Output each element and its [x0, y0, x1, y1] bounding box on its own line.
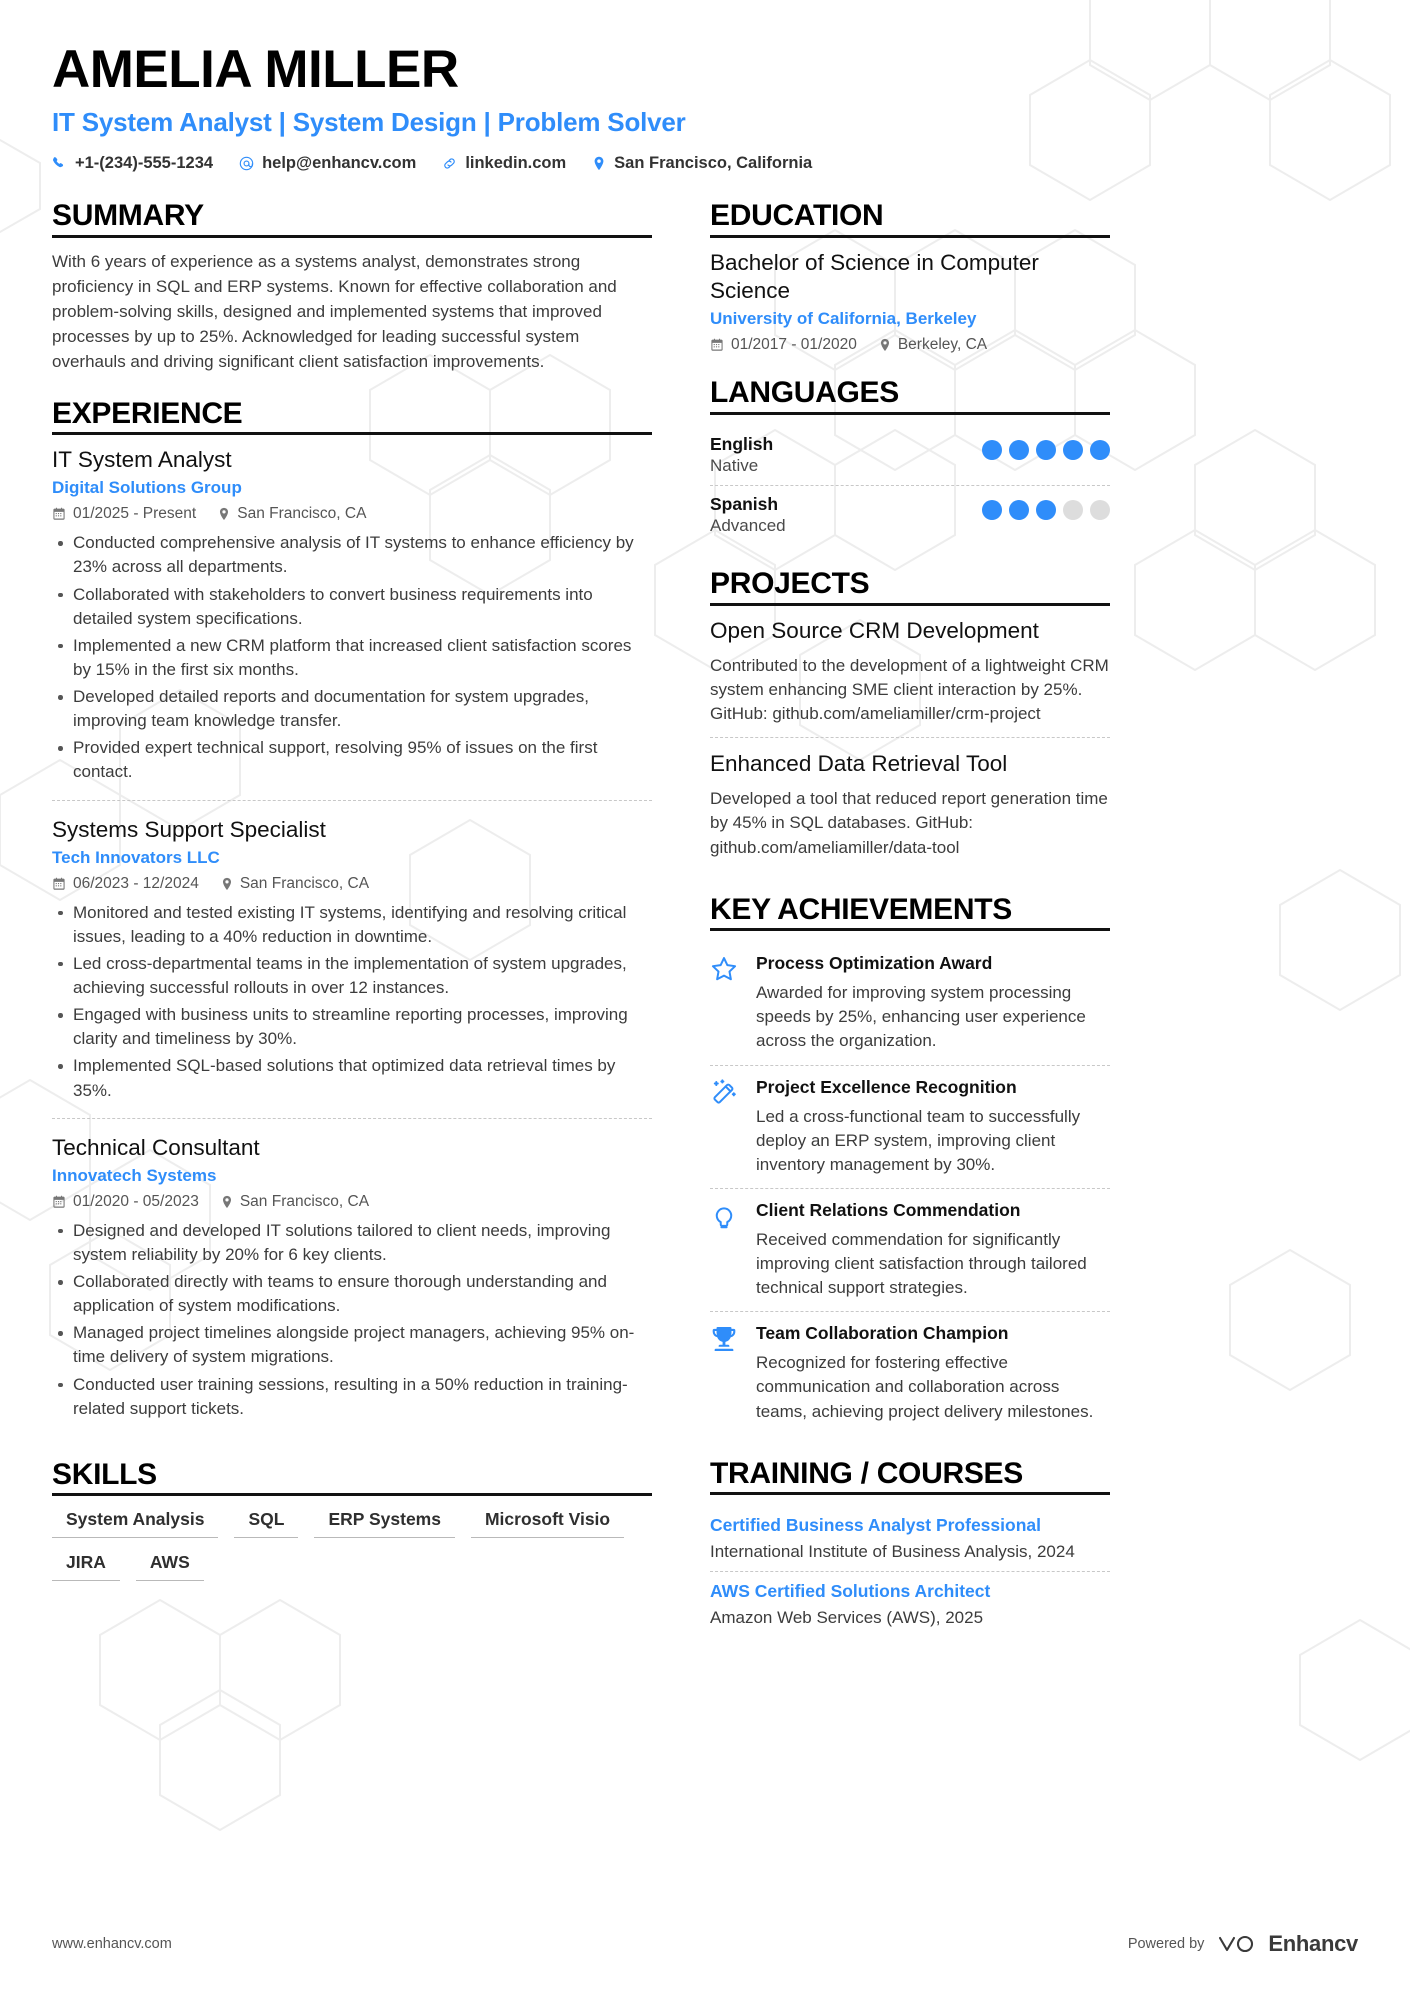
achievement-description: Recognized for fostering effective communication and collaboration across teams, achieving project delivery milestones. — [756, 1353, 1094, 1421]
achievement-item — [710, 1311, 1110, 1434]
job-title: IT System Analyst — [52, 447, 232, 473]
section-skills — [52, 1458, 652, 1594]
training-name: AWS Certified Solutions Architect — [710, 1581, 991, 1602]
education-dates-text: 01/2017 - 01/2020 — [731, 336, 857, 354]
proficiency-dot — [1036, 440, 1056, 460]
training-item — [710, 1506, 1110, 1571]
job-bullets — [52, 531, 652, 784]
achievement-icon-wrap — [710, 953, 756, 1053]
project-description: Contributed to the development of a lightweight CRM system enhancing SME client interaction by 25%. GitHub: github.com/ameliamiller/crm-project — [710, 655, 1109, 724]
section-summary — [52, 199, 652, 374]
achievement-title: Client Relations Commendation — [756, 1199, 1021, 1220]
proficiency-dot — [982, 500, 1002, 520]
achievements-heading: KEY ACHIEVEMENTS — [710, 892, 1012, 926]
resume-header — [52, 42, 1358, 173]
job-bullet: Implemented a new CRM platform that increased client satisfaction scores by 15% in the first six months. — [52, 634, 652, 682]
left-column — [52, 199, 652, 1615]
project-name: Enhanced Data Retrieval Tool — [710, 751, 1008, 777]
job-bullets — [52, 1219, 652, 1421]
language-level: Native — [710, 456, 759, 476]
project-name: Open Source CRM Development — [710, 617, 1039, 643]
job-bullet: Developed detailed reports and documentation for system upgrades, improving team knowledge transfer. — [52, 685, 652, 733]
job-location-text: San Francisco, CA — [237, 505, 367, 523]
experience-item — [52, 1118, 652, 1436]
experience-item — [52, 800, 652, 1118]
job-dates — [52, 875, 199, 893]
calendar-icon — [52, 877, 66, 891]
achievement-title: Process Optimization Award — [756, 953, 993, 974]
projects-divider — [710, 603, 1110, 606]
job-dates-text: 01/2020 - 05/2023 — [73, 1192, 199, 1210]
education-divider — [710, 235, 1110, 238]
job-bullet: Implemented SQL-based solutions that optimized data retrieval times by 35%. — [52, 1054, 652, 1102]
skill-chip: Microsoft Visio — [471, 1507, 624, 1538]
education-dates — [710, 336, 857, 354]
phone-icon — [52, 156, 67, 171]
lightbulb-icon — [710, 1202, 738, 1230]
job-title: Systems Support Specialist — [52, 816, 326, 842]
job-bullet: Engaged with business units to streamline reporting processes, improving clarity and timeliness by 30%. — [52, 1003, 652, 1051]
projects-heading: PROJECTS — [710, 567, 870, 601]
training-issuer: Amazon Web Services (AWS), 2025 — [710, 1608, 984, 1628]
job-bullet: Monitored and tested existing IT systems, identifying and resolving critical issues, leading to a 40% reduction in downtime. — [52, 901, 652, 949]
achievement-item — [710, 1065, 1110, 1188]
job-dates-text: 01/2025 - Present — [73, 505, 197, 523]
section-experience — [52, 397, 652, 1436]
job-company: Innovatech Systems — [52, 1165, 217, 1185]
experience-item — [52, 446, 652, 799]
calendar-icon — [52, 507, 66, 521]
job-location — [221, 1193, 369, 1211]
link-icon — [442, 156, 457, 171]
job-meta — [52, 875, 652, 893]
proficiency-dot — [1090, 440, 1110, 460]
job-bullets — [52, 901, 652, 1103]
section-education — [710, 199, 1110, 354]
powered-by-label: Powered by — [1127, 1936, 1205, 1952]
contact-location — [592, 154, 812, 173]
experience-heading: EXPERIENCE — [52, 396, 243, 430]
language-proficiency-dots — [982, 434, 1110, 460]
achievement-title: Project Excellence Recognition — [756, 1076, 1017, 1097]
job-location — [221, 875, 369, 893]
proficiency-dot — [1009, 440, 1029, 460]
job-meta — [52, 505, 652, 523]
education-heading: EDUCATION — [710, 199, 884, 233]
calendar-icon — [710, 338, 724, 352]
proficiency-dot — [1090, 500, 1110, 520]
location-icon — [218, 507, 230, 521]
training-issuer: International Institute of Business Analysis, 2024 — [710, 1542, 1075, 1562]
section-languages — [710, 376, 1110, 545]
contact-email[interactable] — [239, 154, 416, 173]
location-icon — [592, 156, 606, 171]
proficiency-dot — [1063, 440, 1083, 460]
education-school: University of California, Berkeley — [710, 309, 977, 329]
skills-list — [52, 1507, 652, 1593]
summary-divider — [52, 235, 652, 238]
magic-wand-icon — [710, 1079, 738, 1107]
education-location-text: Berkeley, CA — [897, 336, 988, 354]
language-proficiency-dots — [982, 494, 1110, 520]
contact-phone-text: +1-(234)-555-1234 — [75, 154, 214, 173]
achievement-item — [710, 1188, 1110, 1311]
language-name: English — [710, 434, 774, 455]
contact-location-text: San Francisco, California — [614, 154, 813, 173]
enhancv-brand-text: Enhancv — [1268, 1931, 1358, 1956]
section-projects — [710, 567, 1110, 871]
job-bullet: Conducted user training sessions, resulting in a 50% reduction in training-related support tickets. — [52, 1373, 652, 1421]
achievement-icon-wrap — [710, 1323, 756, 1423]
proficiency-dot — [1009, 500, 1029, 520]
trophy-icon — [710, 1325, 738, 1353]
achievements-divider — [710, 928, 1110, 931]
star-icon — [710, 955, 738, 983]
job-dates-text: 06/2023 - 12/2024 — [73, 874, 199, 892]
language-item — [710, 426, 1110, 485]
footer-url[interactable]: www.enhancv.com — [52, 1936, 172, 1952]
job-dates — [52, 505, 196, 523]
education-location — [879, 336, 987, 354]
skills-heading: SKILLS — [52, 1457, 157, 1491]
achievement-item — [710, 942, 1110, 1064]
language-level: Advanced — [710, 516, 786, 536]
skill-chip: AWS — [136, 1550, 204, 1581]
training-divider — [710, 1492, 1110, 1495]
education-degree: Bachelor of Science in Computer Science — [710, 249, 1039, 304]
job-title: Technical Consultant — [52, 1134, 260, 1160]
achievement-description: Led a cross-functional team to successfully deploy an ERP system, improving client inventory management by 30%. — [756, 1106, 1081, 1174]
summary-heading: SUMMARY — [52, 199, 204, 233]
languages-heading: LANGUAGES — [710, 376, 899, 410]
contact-phone[interactable] — [52, 154, 213, 173]
project-description: Developed a tool that reduced report generation time by 45% in SQL databases. GitHub: github.com/ameliamiller/data-tool — [710, 789, 1108, 857]
location-icon — [221, 1195, 233, 1209]
job-bullet: Collaborated with stakeholders to convert business requirements into detailed system specifications. — [52, 583, 652, 631]
job-meta — [52, 1193, 652, 1211]
proficiency-dot — [982, 440, 1002, 460]
achievement-title: Team Collaboration Champion — [756, 1323, 1009, 1344]
education-item — [710, 249, 1110, 355]
job-bullet: Designed and developed IT solutions tailored to client needs, improving system reliability by 20% for 6 key clients. — [52, 1219, 652, 1267]
job-company: Tech Innovators LLC — [52, 847, 220, 867]
skill-chip: ERP Systems — [314, 1507, 455, 1538]
job-location-text: San Francisco, CA — [239, 874, 370, 892]
training-name: Certified Business Analyst Professional — [710, 1515, 1041, 1536]
footer-brand-group — [1128, 1931, 1358, 1957]
project-item — [710, 737, 1110, 871]
contact-email-text: help@enhancv.com — [262, 154, 417, 173]
contact-linkedin[interactable] — [442, 154, 566, 173]
job-bullet: Collaborated directly with teams to ensure thorough understanding and application of system modifications. — [52, 1270, 652, 1318]
resume-footer — [52, 1931, 1358, 1957]
summary-text: With 6 years of experience as a systems analyst, demonstrates strong proficiency in SQL and ERP systems. Known for effective collaboration and problem-solving skills, designed and implemented systems that improved processes by up to 25%. Acknowledged for leading successful system overhauls and driving significant client satisfaction improvements. — [52, 251, 617, 372]
job-bullet: Provided expert technical support, resolving 95% of issues on the first contact. — [52, 736, 652, 784]
contact-linkedin-text: linkedin.com — [465, 154, 567, 173]
job-bullet: Conducted comprehensive analysis of IT systems to enhance efficiency by 23% across all departments. — [52, 531, 652, 579]
training-item — [710, 1571, 1110, 1637]
candidate-headline: IT System Analyst | System Design | Problem Solver — [52, 107, 686, 138]
location-icon — [879, 338, 891, 352]
candidate-name: AMELIA MILLER — [52, 40, 459, 99]
project-item — [710, 617, 1110, 738]
proficiency-dot — [1063, 500, 1083, 520]
achievement-icon-wrap — [710, 1200, 756, 1300]
job-bullet: Led cross-departmental teams in the implementation of system upgrades, achieving successful rollouts in over 12 instances. — [52, 952, 652, 1000]
skills-divider — [52, 1493, 652, 1496]
right-column — [710, 199, 1110, 1659]
email-icon — [239, 156, 254, 171]
experience-divider — [52, 432, 652, 435]
section-achievements — [710, 893, 1110, 1435]
calendar-icon — [52, 1195, 66, 1209]
job-company: Digital Solutions Group — [52, 478, 242, 498]
achievement-description: Received commendation for significantly improving client satisfaction through tailored technical support strategies. — [756, 1229, 1087, 1298]
section-training — [710, 1457, 1110, 1638]
languages-divider — [710, 412, 1110, 415]
job-location-text: San Francisco, CA — [239, 1192, 370, 1210]
job-bullet: Managed project timelines alongside project managers, achieving 95% on-time delivery of system migrations. — [52, 1321, 652, 1369]
proficiency-dot — [1036, 500, 1056, 520]
education-meta — [710, 336, 1110, 354]
location-icon — [221, 877, 233, 891]
skill-chip: JIRA — [52, 1550, 120, 1581]
contact-bar — [52, 154, 1358, 173]
skill-chip: System Analysis — [52, 1507, 218, 1538]
job-location — [218, 505, 366, 523]
job-dates — [52, 1193, 199, 1211]
training-heading: TRAINING / COURSES — [710, 1456, 1023, 1490]
language-item — [710, 485, 1110, 545]
achievement-icon-wrap — [710, 1077, 756, 1177]
skill-chip: SQL — [234, 1507, 298, 1538]
enhancv-logo-icon — [1216, 1931, 1256, 1957]
language-name: Spanish — [710, 494, 779, 515]
achievement-description: Awarded for improving system processing speeds by 25%, enhancing user experience across the organization. — [756, 983, 1086, 1051]
